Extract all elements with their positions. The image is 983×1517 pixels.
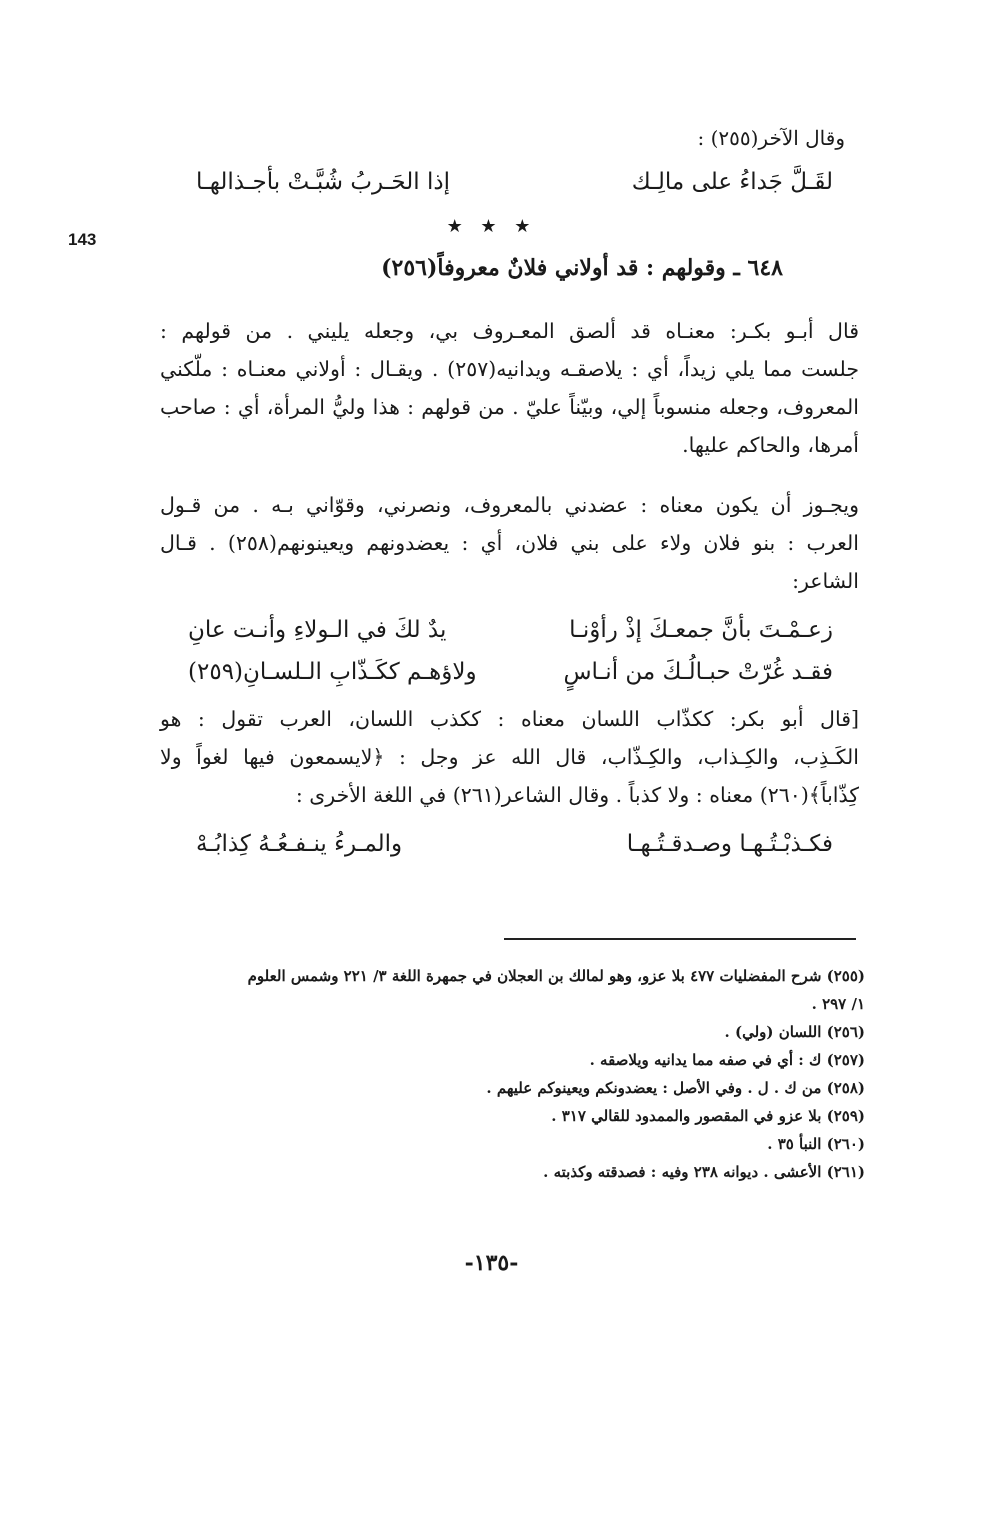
paragraph-1-line: جلست مما يلي زيداً، أي : يلاصقـه ويدانيه(٢٥٧) . ويقـال : أولاني معنـاه : ملّكني [160, 357, 859, 381]
intro-line: وقال الآخر(٢٥٥) : [697, 126, 845, 150]
footnote-divider [504, 938, 856, 940]
footnotes [160, 962, 865, 1186]
verse-1-first-half: لقَـلَّ جَداءُ على مالِـك [631, 169, 833, 195]
verse-3-second-half: ولاؤهـم ككَـذّابِ الـلسـانِ(٢٥٩) [188, 659, 477, 685]
verse-1 [196, 166, 833, 198]
paragraph-2 [160, 486, 859, 600]
paragraph-2-line: العرب : بنو فلان ولاء على بني فلان، أي : يعضدونهم ويعينونهم(٢٥٨) . قـال [160, 531, 859, 555]
footnote: (٢٥٥) شرح المفضليات ٤٧٧ بلا عزو، وهو لمالك بن العجلان في جمهرة اللغة ٣/ ٢٢١ وشمس العلوم [247, 967, 865, 985]
paragraph-1-line: قال أبـو بكـر: معنـاه قد ألصق المعـروف بي، وجعله يليني . من قولهم : [160, 319, 859, 343]
paragraph-3-line: كِذّاباً﴾(٢٦٠) معناه : ولا كذباً . وقال الشاعر(٢٦١) في اللغة الأخرى : [295, 783, 859, 807]
paragraph-2-line: ويجـوز أن يكون معناه : عضدني بالمعروف، ونصرني، وقوّاني بـه . من قـول [160, 493, 859, 517]
verse-2-second-half: يدٌ لكَ في الـولاءِ وأنـت عانِ [188, 617, 447, 643]
margin-page-number: 143 [68, 230, 97, 249]
verse-4-first-half: فكـذبْـتُـهـا وصـدقـتُـهـا [626, 831, 833, 857]
page-number: -١٣٥- [464, 1250, 519, 1276]
footnote: ١/ ٢٩٧ . [811, 995, 865, 1013]
footnote: (٢٥٦) اللسان (ولي) . [724, 1023, 865, 1041]
verse-2-first-half: زعـمْـتَ بأنَّ جمعـكَ إذْ رأوْنـا [569, 617, 833, 643]
verse-4 [196, 828, 833, 860]
paragraph-2-line: الشاعر: [792, 569, 859, 593]
paragraph-1-line: المعروف، وجعله منسوباً إلي، وبيّناً عليّ . من قولهم : هذا وليُّ المرأة، أي : صاحب [160, 395, 859, 419]
paragraph-1-line: أمرها، والحاكم عليها. [682, 433, 859, 457]
paragraph-3-line: الكَـذِب، والكِـذاب، والكِـذّاب، قال الله عز وجل : ﴿لايسمعون فيها لغواً ولا [160, 745, 859, 769]
footnote: (٢٥٧) ك : أي في صفه مما يدانيه ويلاصقه . [589, 1051, 865, 1069]
section-heading: ٦٤٨ ـ وقولهم : قد أولاني فلانٌ معروفاً(٢٥٦) [381, 255, 783, 281]
verse-1-second-half: إذا الحَـربُ شُبَّـتْ بأجـذالهـا [196, 169, 450, 195]
paragraph-3-line: [قال أبو بكر: ككذّاب اللسان معناه : ككذب اللسان، العرب تقول : هو [160, 707, 859, 731]
footnote: (٢٥٨) من ك . ل . وفي الأصل : يعضدونكم ويعينوكم عليهم . [486, 1079, 865, 1097]
footnote: (٢٦١) الأعشى . ديوانه ٢٣٨ وفيه : فصدقته وكذبته . [543, 1163, 865, 1181]
paragraph-1 [160, 312, 859, 464]
verse-4-second-half: والمـرءُ ينـفـعُـهُ كِذابُـهْ [196, 831, 403, 857]
verse-2 [188, 614, 833, 646]
paragraph-3 [160, 700, 859, 814]
verse-3 [188, 656, 833, 688]
verse-3-first-half: فقـد غُرّتْ حبـالُـكَ من أنـاسٍ [563, 659, 833, 685]
footnote: (٢٦٠) النبأ ٣٥ . [767, 1135, 865, 1153]
section-separator: ★ ★ ★ [446, 216, 537, 237]
footnote: (٢٥٩) بلا عزو في المقصور والممدود للقالي ٣١٧ . [551, 1107, 865, 1125]
